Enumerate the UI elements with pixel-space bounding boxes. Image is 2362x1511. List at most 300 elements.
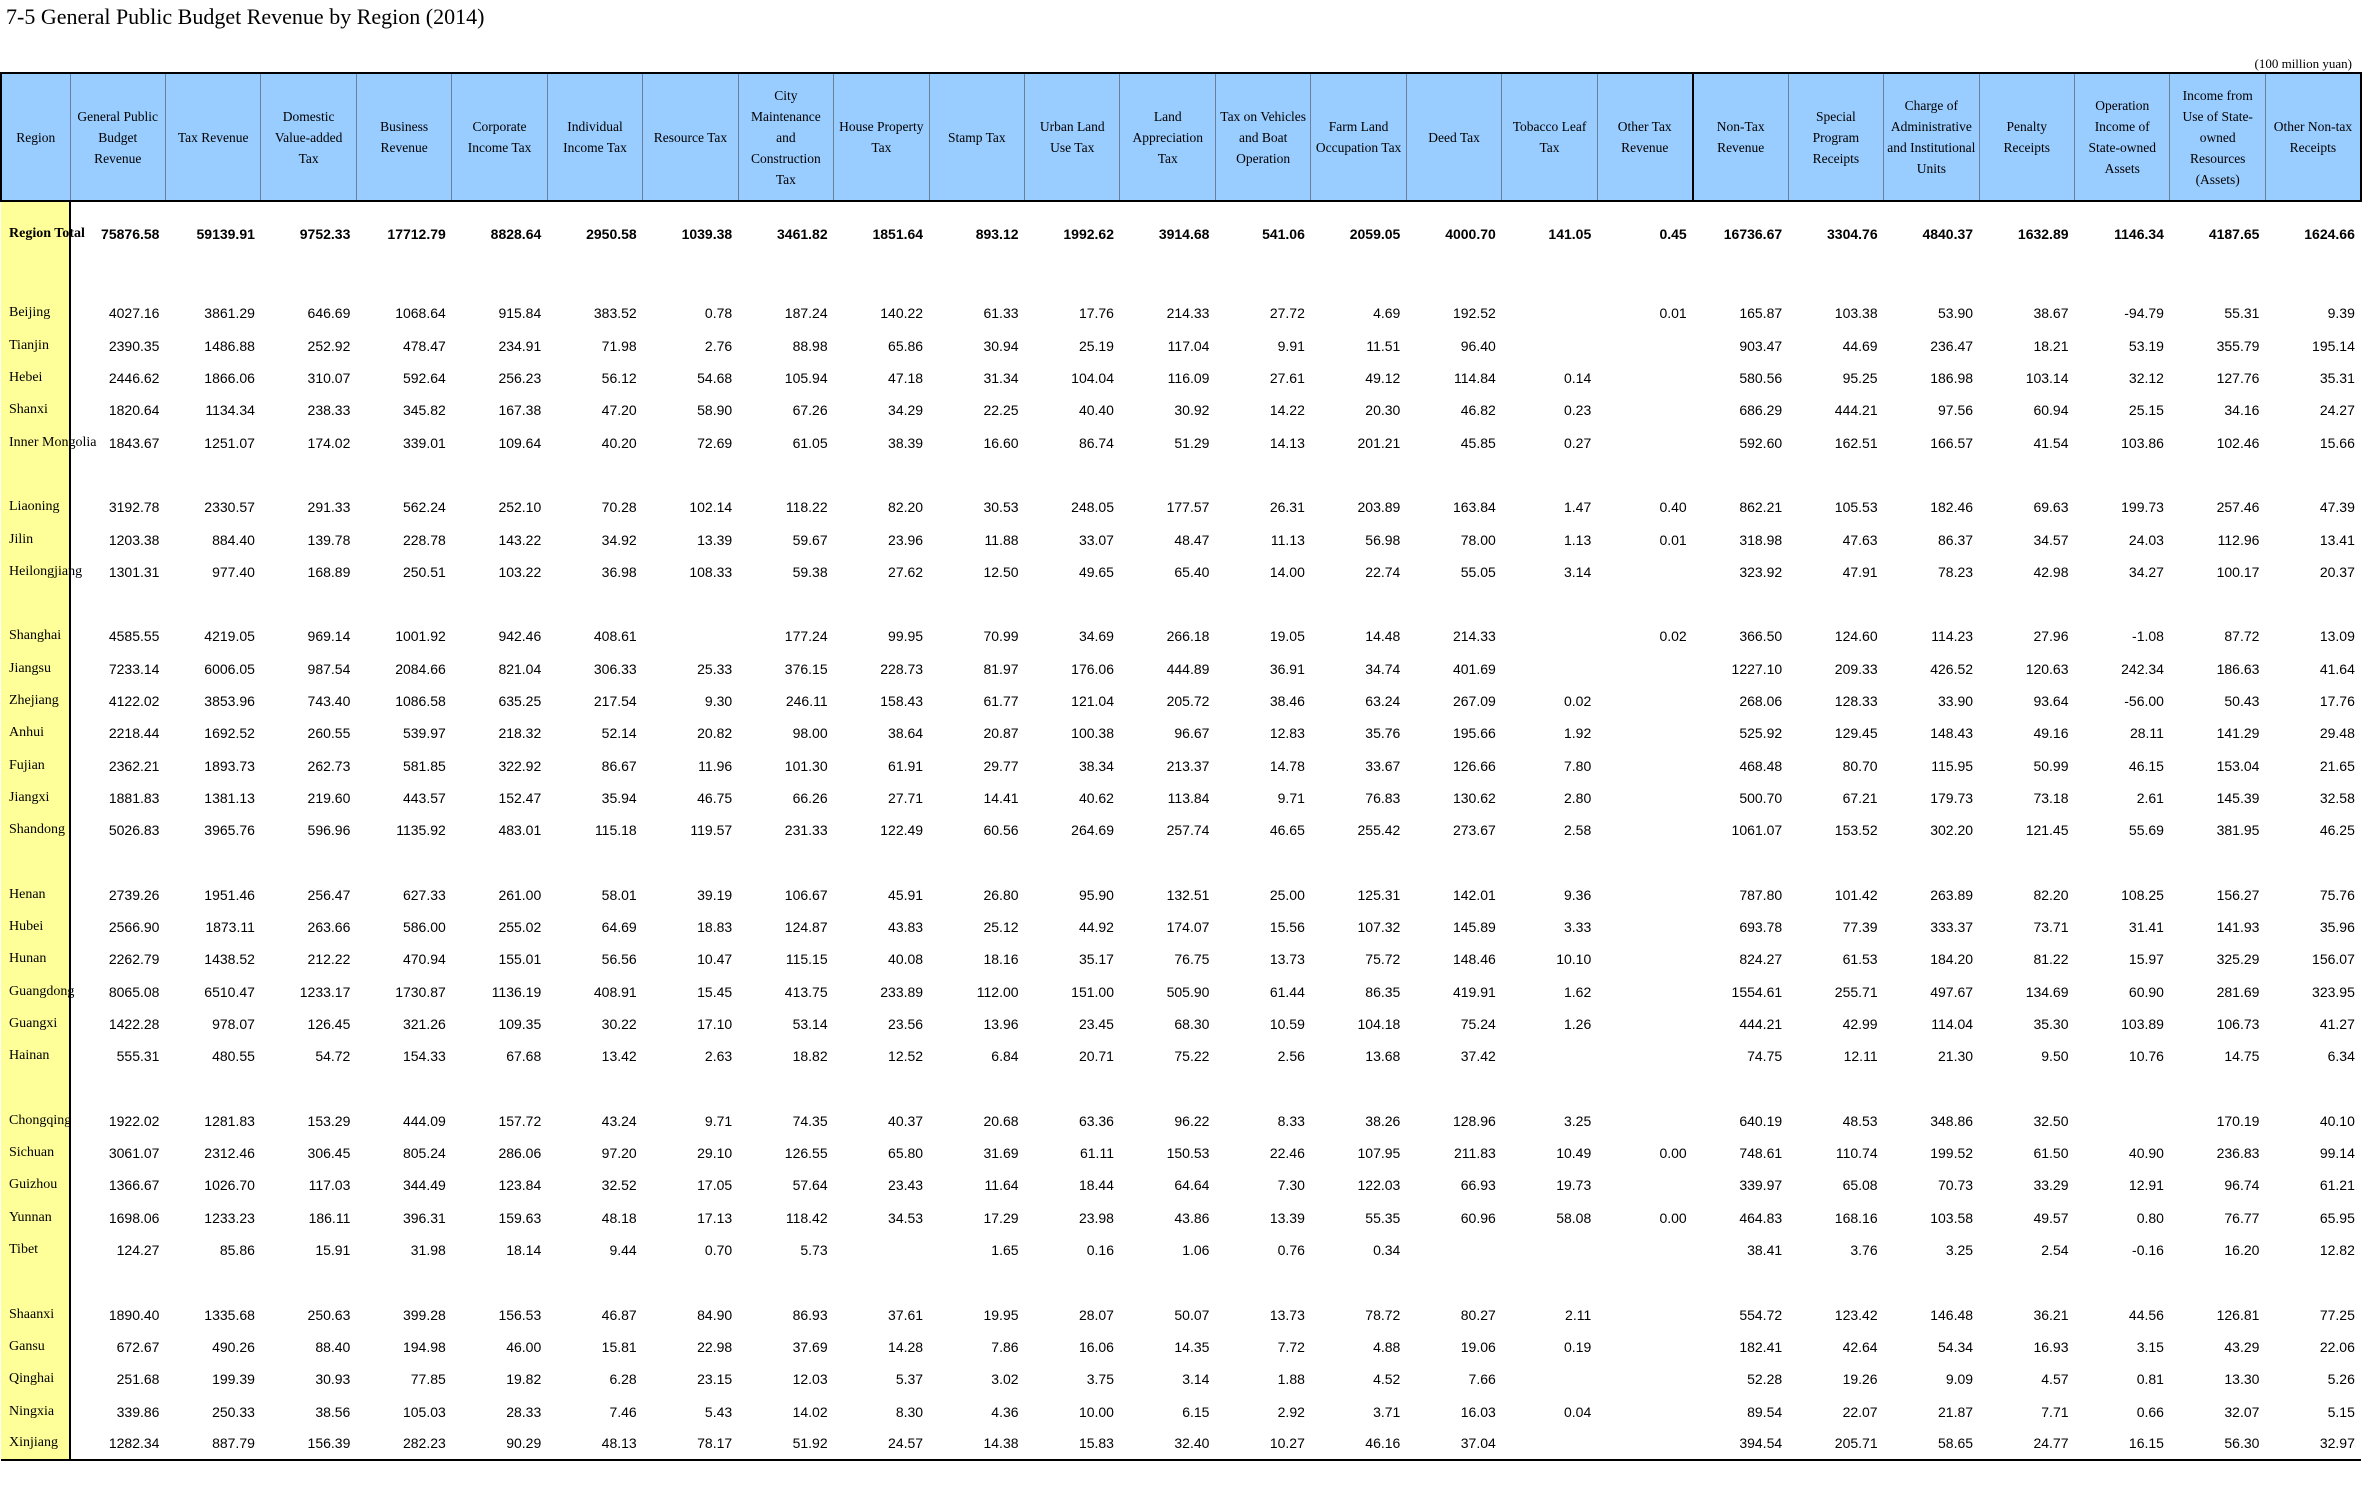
spacer-cell [356,265,451,297]
spacer-cell [1884,1072,1979,1104]
value-cell: 1282.34 [70,1428,165,1460]
spacer-cell [1597,265,1692,297]
value-cell: 0.40 [1659,499,1687,516]
value-cell: 53.90 [1938,305,1974,322]
value-cell: 1.88 [1277,1371,1305,1388]
value-cell [1502,297,1597,329]
value-cell: 15.66 [2319,434,2355,451]
value-cell: 35.31 [2319,370,2355,387]
region-name-cell: Xinjiang [1,1428,70,1460]
value-cell: 141.29 [2216,725,2260,742]
spacer-cell [2170,846,2265,878]
value-cell: 3.14 [1182,1371,1210,1388]
column-header: Stamp Tax [929,73,1024,201]
value-cell [1597,330,1692,362]
spacer-cell [70,1072,165,1104]
spacer-cell [1884,846,1979,878]
value-cell: 23.15 [697,1371,733,1388]
value-cell: 66.26 [792,789,828,806]
value-cell: 125.31 [1357,886,1401,903]
value-cell: 31.69 [983,1145,1019,1162]
value-cell: 2084.66 [395,660,446,677]
value-cell: 177.57 [1166,499,1210,516]
spacer-cell [70,588,165,620]
value-cell: 5.26 [2327,1371,2355,1388]
value-cell: 13.68 [1365,1048,1401,1065]
value-cell: 3.76 [1850,1242,1878,1259]
spacer-cell [1406,846,1501,878]
value-cell: 156.27 [2216,886,2260,903]
value-cell: 1.26 [1564,1015,1592,1032]
spacer-cell [738,1072,833,1104]
value-cell: 186.98 [1930,370,1974,387]
value-cell [1597,1331,1692,1363]
value-cell: 13.30 [2224,1371,2260,1388]
value-cell: 596.96 [307,822,351,839]
value-cell: 7.80 [1564,757,1592,774]
value-cell: 118.22 [785,499,828,516]
value-cell [1502,1363,1597,1395]
value-cell: 56.56 [601,951,637,968]
value-cell: 154.33 [402,1048,446,1065]
value-cell: 47.18 [888,370,924,387]
spacer-cell [452,588,547,620]
value-cell: 21.87 [1938,1403,1974,1420]
spacer-cell [165,588,260,620]
spacer-cell [738,588,833,620]
value-cell: 251.68 [116,1371,160,1388]
spacer-cell [1502,459,1597,491]
value-cell: 25.15 [2128,402,2164,419]
spacer-cell [834,1072,929,1104]
value-cell: 887.79 [165,1428,260,1460]
region-name-cell: Gansu [1,1331,70,1363]
value-cell: 205.72 [1166,693,1210,709]
column-header: House Property Tax [834,73,929,201]
value-cell: 25.33 [697,660,733,677]
value-cell [2075,1105,2170,1137]
value-cell: 14.28 [888,1338,924,1355]
table-row [1,523,2361,555]
value-cell: 48.18 [601,1209,637,1226]
value-cell: 262.73 [307,757,351,774]
value-cell: 339.01 [402,434,446,451]
value-cell: -0.16 [2132,1242,2164,1259]
spacer-cell [738,1266,833,1298]
value-cell: 11.88 [984,531,1019,548]
spacer-row [1,1266,2361,1298]
value-cell: 61.50 [2033,1145,2069,1162]
spacer-cell [1693,265,1788,297]
spacer-cell [2075,459,2170,491]
value-cell: 0.76 [1277,1242,1305,1259]
value-cell: 443.57 [402,789,446,806]
value-cell: 252.10 [498,499,542,516]
value-cell: 6.84 [991,1048,1019,1065]
value-cell: 2262.79 [108,951,160,968]
value-cell: 141.93 [2216,919,2260,936]
region-name-cell: Liaoning [1,491,70,523]
value-cell: 28.11 [2129,725,2164,742]
spacer-cell [1597,1072,1692,1104]
column-header: Special Program Receipts [1788,73,1883,201]
spacer-cell [1788,265,1883,297]
value-cell: 0.16 [1086,1242,1114,1259]
value-cell: 0.04 [1564,1403,1592,1420]
value-cell: 5026.83 [108,822,160,839]
value-cell: 101.30 [784,757,828,774]
value-cell: 3.71 [1373,1403,1401,1420]
spacer-cell [1311,1072,1406,1104]
value-cell: 76.83 [1365,789,1401,806]
value-cell [1597,1428,1692,1460]
value-cell: 18.44 [1078,1177,1114,1194]
value-cell: 10.49 [1556,1145,1592,1162]
spacer-cell [1693,588,1788,620]
value-cell: 12.91 [2128,1177,2164,1194]
value-cell: 17.05 [697,1177,733,1194]
value-cell: 60.96 [1460,1209,1496,1226]
value-cell: 6.15 [1182,1403,1210,1420]
value-cell: 43.86 [1174,1209,1210,1226]
value-cell: 142.01 [1452,886,1496,903]
value-cell: 893.12 [975,225,1019,242]
value-cell: 1820.64 [108,402,160,419]
spacer-cell [738,459,833,491]
value-cell: 977.40 [212,563,255,580]
value-cell: 28.07 [1078,1306,1114,1323]
value-cell: 38.26 [1365,1112,1401,1129]
value-cell: 1134.34 [205,402,255,419]
value-cell: 627.33 [402,886,446,903]
table-row [1,717,2361,749]
value-cell [1597,1008,1692,1040]
column-header: City Maintenance and Construction Tax [738,73,833,201]
value-cell: 76.77 [2224,1209,2260,1226]
value-cell: 408.61 [593,628,637,645]
spacer-cell [1406,588,1501,620]
region-name-cell: Anhui [1,717,70,749]
value-cell: 16.03 [1460,1403,1496,1420]
table-title: 7-5 General Public Budget Revenue by Region (2014) [6,4,485,29]
value-cell: 640.19 [1739,1112,1783,1129]
value-cell: 124.27 [116,1242,160,1259]
value-cell: 345.82 [402,402,446,419]
value-cell: 17.13 [697,1209,733,1226]
table-row [1,1105,2361,1137]
value-cell [1597,1040,1692,1072]
value-cell: 61.21 [2319,1177,2355,1194]
value-cell: 67.26 [792,402,828,419]
value-cell: 1136.19 [491,983,542,1000]
value-cell: 0.66 [2136,1403,2164,1420]
column-header: Business Revenue [356,73,451,201]
value-cell [1597,394,1692,426]
value-cell: 376.15 [784,660,828,677]
value-cell: 884.40 [212,531,255,548]
value-cell: 16736.67 [1723,225,1783,242]
value-cell: -94.79 [2124,305,2164,322]
value-cell: 399.28 [402,1306,446,1323]
value-cell: 903.47 [1739,337,1783,354]
value-cell: 286.06 [498,1145,542,1162]
value-cell: 21.30 [1938,1048,1974,1065]
value-cell: 80.27 [1460,1306,1496,1323]
spacer-cell [1406,1266,1501,1298]
value-cell: 37.69 [792,1338,828,1355]
spacer-cell [1025,846,1120,878]
spacer-cell [643,1072,738,1104]
spacer-cell [1788,1072,1883,1104]
value-cell: 23.96 [888,531,924,548]
value-cell: 75876.58 [101,225,160,242]
value-cell: 199.73 [2121,499,2164,516]
value-cell: 76.75 [1174,951,1210,968]
value-cell: 38.46 [1269,693,1305,709]
value-cell: 27.61 [1269,370,1305,387]
value-cell: 75.72 [1365,951,1401,968]
column-header: Charge of Administrative and Institutional Units [1884,73,1979,201]
value-cell: 11.64 [984,1177,1019,1194]
value-cell: 40.10 [2319,1112,2355,1129]
value-cell: 16.93 [2033,1338,2069,1355]
value-cell: 10.76 [2128,1048,2164,1065]
value-cell: 490.26 [212,1338,255,1355]
value-cell: 102.14 [689,499,733,516]
spacer-cell [1884,265,1979,297]
table-row [1,685,2361,717]
value-cell: 15.45 [697,983,733,1000]
spacer-cell [452,846,547,878]
value-cell: 176.06 [1071,660,1114,677]
spacer-cell [1025,459,1120,491]
value-cell: 9752.33 [299,225,351,242]
value-cell: 153.04 [2216,757,2260,774]
value-cell: 72.69 [697,434,733,451]
value-cell: 126.45 [307,1015,351,1032]
value-cell: 44.56 [2128,1306,2164,1323]
value-cell: 592.64 [402,370,446,387]
value-cell: 915.84 [498,305,542,322]
spacer-cell [1979,1072,2074,1104]
value-cell: 63.24 [1365,693,1401,709]
spacer-cell [547,1072,642,1104]
value-cell: 3965.76 [204,822,255,839]
value-cell: 78.72 [1365,1306,1401,1323]
column-header: Region [1,73,70,201]
spacer-cell [2265,1266,2360,1298]
value-cell: 15.97 [2128,951,2164,968]
value-cell: 1.92 [1564,725,1592,742]
spacer-cell [1120,459,1215,491]
column-header: Deed Tax [1406,73,1501,201]
value-cell: 381.95 [2216,822,2260,839]
spacer-cell [356,588,451,620]
value-cell: 146.48 [1930,1306,1974,1323]
value-cell: 562.24 [402,499,446,516]
value-cell: 4000.70 [1445,225,1496,242]
value-cell: 3.25 [1564,1112,1592,1129]
value-cell: 203.89 [1357,499,1401,516]
value-cell: 156.07 [2312,951,2355,968]
value-cell: 100.38 [1071,725,1114,742]
region-name-cell: Guangxi [1,1008,70,1040]
value-cell: 1381.13 [204,789,255,806]
spacer-cell [1,1266,70,1298]
value-cell: 231.33 [784,822,828,839]
value-cell: 95.90 [1078,886,1114,903]
value-cell: 581.85 [402,757,446,774]
region-name-cell: Shanghai [1,620,70,652]
column-header: Resource Tax [643,73,738,201]
column-header: Tax on Vehicles and Boat Operation [1215,73,1310,201]
value-cell: 95.25 [1842,370,1878,387]
value-cell: 2.80 [1564,789,1592,806]
value-cell: 333.37 [1930,919,1974,936]
value-cell: 37.42 [1460,1048,1496,1065]
value-cell: 40.62 [1078,789,1114,806]
value-cell: 6510.47 [204,983,255,1000]
value-cell: 19.73 [1556,1177,1592,1194]
region-name-cell: Guangdong [1,976,70,1008]
spacer-cell [165,459,260,491]
value-cell: 18.82 [792,1048,828,1065]
value-cell: 2739.26 [108,886,160,903]
value-cell: 66.93 [1460,1177,1496,1194]
value-cell: 217.54 [593,693,637,709]
value-cell: 19.82 [506,1371,542,1388]
spacer-cell [929,459,1024,491]
value-cell: 104.04 [1071,370,1114,387]
column-header: Individual Income Tax [547,73,642,201]
value-cell: 73.18 [2033,789,2069,806]
value-cell: 4585.55 [108,628,160,645]
value-cell: 1203.38 [108,531,160,548]
value-cell: 108.33 [689,563,733,580]
value-cell [1502,1040,1597,1072]
table-row [1,426,2361,458]
value-cell: 201.21 [1357,434,1401,451]
value-cell: 14.00 [1269,563,1305,580]
spacer-cell [2265,265,2360,297]
value-cell: 19.26 [1842,1371,1878,1388]
value-cell: 67.21 [1842,789,1878,806]
value-cell: 205.71 [1788,1428,1883,1460]
value-cell: 150.53 [1166,1145,1210,1162]
value-cell: 55.69 [2128,822,2164,839]
value-cell: 53.19 [2128,337,2164,354]
value-cell: 36.91 [1269,660,1305,677]
value-cell: 55.31 [2224,305,2260,322]
value-cell: 24.27 [2319,402,2355,419]
value-cell: 383.52 [593,305,637,322]
value-cell: 107.32 [1357,919,1401,936]
revenue-table-container [0,72,2360,1461]
value-cell: 75.24 [1460,1015,1496,1032]
table-row [1,1008,2361,1040]
value-cell: 218.32 [498,725,542,742]
value-cell: 0.27 [1564,434,1592,451]
value-cell: 61.77 [983,693,1019,709]
value-cell: 3304.76 [1827,225,1878,242]
value-cell: 10.47 [697,951,733,968]
value-cell: 116.09 [1167,370,1210,387]
spacer-cell [1025,1072,1120,1104]
value-cell: 20.37 [2319,563,2355,580]
value-cell: 163.84 [1452,499,1496,516]
spacer-cell [1311,846,1406,878]
spacer-cell [1,459,70,491]
spacer-cell [1120,846,1215,878]
value-cell: 8.30 [895,1403,924,1420]
value-cell: 396.31 [402,1209,446,1226]
value-cell: 65.95 [2319,1209,2355,1226]
value-cell: 44.92 [1078,919,1114,936]
value-cell: 46.82 [1460,402,1496,419]
table-row [1,297,2361,329]
value-cell: 82.20 [888,499,924,516]
value-cell: 34.29 [888,402,924,419]
value-cell: 134.69 [2025,983,2069,1000]
value-cell: 123.84 [498,1177,542,1194]
spacer-cell [2075,588,2170,620]
value-cell: 103.86 [2121,434,2164,451]
region-name-cell: Jilin [1,523,70,555]
value-cell: 168.16 [1834,1209,1878,1226]
region-name-cell: Region Total [1,201,70,265]
table-row [1,491,2361,523]
value-cell: 35.96 [2319,919,2355,936]
region-name-cell: Shanxi [1,394,70,426]
spacer-cell [1025,265,1120,297]
value-cell: 7.30 [1277,1177,1305,1194]
spacer-cell [1597,846,1692,878]
value-cell: 51.29 [1174,434,1210,451]
value-cell: 1301.31 [108,563,160,580]
value-cell: 9.50 [2041,1048,2069,1065]
value-cell: 7.86 [991,1338,1019,1355]
value-cell: 52.28 [1747,1371,1783,1388]
value-cell: 50.07 [1174,1306,1210,1323]
value-cell: 20.68 [983,1112,1019,1129]
value-cell: 1335.68 [204,1306,255,1323]
region-name-cell: Jiangxi [1,782,70,814]
column-header: Urban Land Use Tax [1025,73,1120,201]
value-cell: 1866.06 [204,370,255,387]
table-row [1,879,2361,911]
value-cell: 167.38 [498,402,542,419]
value-cell: 81.22 [2033,951,2069,968]
value-cell [1597,879,1692,911]
value-cell: 42.98 [2033,563,2069,580]
value-cell: 10.10 [1556,951,1592,968]
value-cell: 500.70 [1739,789,1783,806]
value-cell: 306.45 [307,1145,351,1162]
value-cell: 2446.62 [108,370,160,387]
table-row [1,782,2361,814]
spacer-cell [1884,1266,1979,1298]
value-cell: 246.11 [785,693,828,709]
value-cell: 29.77 [983,757,1019,774]
region-name-cell: Shaanxi [1,1299,70,1331]
value-cell: 5.37 [895,1371,924,1388]
spacer-cell [2075,1266,2170,1298]
value-cell: 87.72 [2224,628,2260,645]
value-cell: 55.05 [1460,563,1496,580]
value-cell: 1026.70 [204,1177,255,1194]
table-body [1,201,2361,1460]
value-cell: 355.79 [2216,337,2260,354]
